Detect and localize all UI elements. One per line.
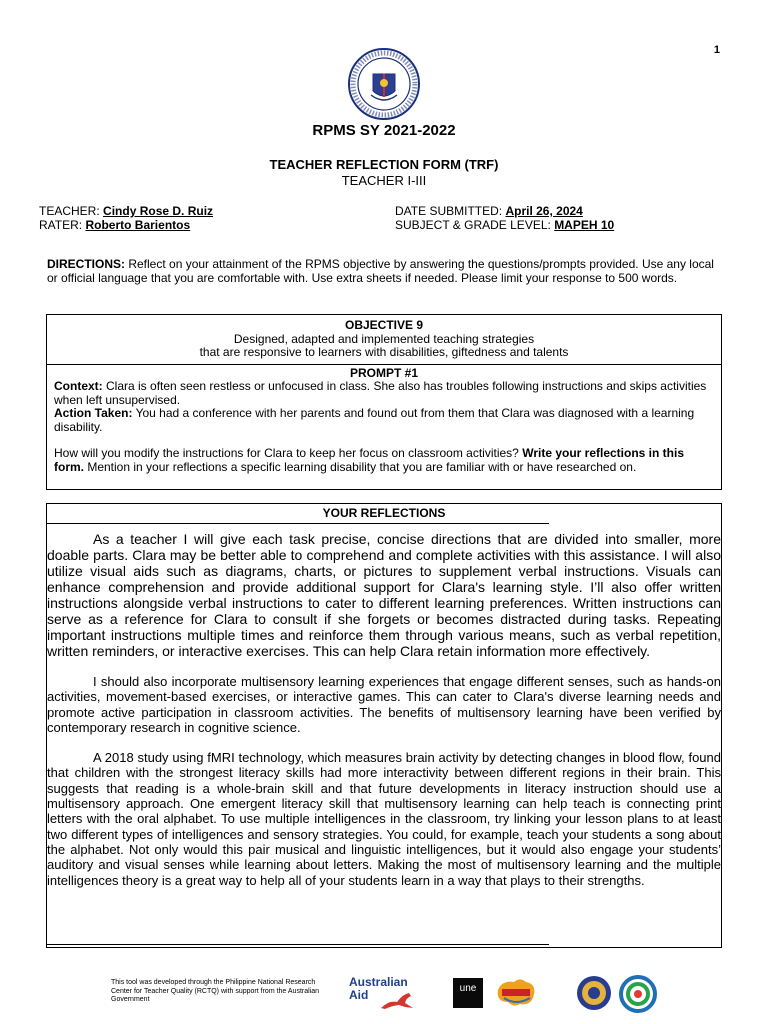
- seal-logo: [576, 975, 612, 1011]
- rater-line: [39, 218, 190, 232]
- question-bold: Write your reflections in this form.: [54, 446, 685, 474]
- aid-line-1: Australian: [349, 975, 408, 989]
- reflection-paragraph-3: A 2018 study using fMRI technology, which measures brain activity by detecting changes in blood flow, found that children with the strongest literacy skills had more interactivity between different regions in their brain. This suggests that reading is a whole-brain skill and that future developments in literacy instruction should use a multisensory approach. One emergent literacy skill that multisensory learning can help teach is connecting print letters with the oral alphabet. To use multiple intelligences in the classroom, try linking your lesson plans to at least two different types of intelligences and sensory strategies. You could, for example, teach your students a song about the alphabet. Not only would this pair musical and linguistic intelligences, but it would also engage your students’ auditory and visual senses while learning about letters. Making the most of multisensory learning and the multiple intelligences theory is a great way to help all of your students learn in a way that plays to their strengths.: [47, 750, 721, 888]
- objective-divider: [47, 364, 721, 365]
- australian-aid-logo: [349, 976, 425, 1010]
- aid-line-2: Aid: [349, 988, 369, 1002]
- une-logo: [453, 978, 483, 1008]
- date-value: April 26, 2024: [505, 204, 583, 218]
- directions: [47, 258, 721, 285]
- teacher-label: TEACHER:: [39, 204, 100, 218]
- prompt-context: [54, 380, 714, 407]
- teacher-value: Cindy Rose D. Ruiz: [103, 204, 214, 218]
- form-title: TEACHER REFLECTION FORM (TRF): [269, 157, 499, 172]
- context-text: Clara is often seen restless or unfocused in class. She also has troubles following instructions and skips activities when left unsupervised.: [54, 379, 707, 407]
- deped-seal-logo: [347, 47, 421, 121]
- rater-value: Roberto Barientos: [85, 218, 191, 232]
- page-number: 1: [713, 44, 720, 56]
- objective-box: [46, 314, 722, 490]
- reflections-box: [46, 503, 722, 948]
- date-label: DATE SUBMITTED:: [395, 204, 503, 218]
- prompt-body: [47, 380, 721, 474]
- objective-line-1: Designed, adapted and implemented teaching strategies: [233, 331, 535, 346]
- reflections-title: YOUR REFLECTIONS: [322, 506, 446, 520]
- prompt-action: [54, 407, 714, 434]
- question-tail: Mention in your reflections a specific learning disability that you are familiar with or have researched on.: [84, 459, 637, 474]
- directions-label: DIRECTIONS:: [47, 257, 125, 271]
- reflections-text: [47, 531, 721, 888]
- reflection-paragraph-1: As a teacher I will give each task precise, concise directions that are divided into smaller, more doable parts. Clara may be better able to comprehend and complete activities with this assistance. I will also utilize visual aids such as diagrams, charts, or pictures to supplement verbal instructions. Visuals can enhance comprehension and provide additional support for Clara's learning style. I’ll also offer written instructions alongside verbal instructions to cater to different learning preferences. Written instructions can serve as a reference for Clara to consult if she forgets or becomes distracted during tasks. Repeating important instructions multiple times and reinforce them through various means, such as verbal repetition, written reminders, or interactive exercises. This can help Clara retain information more effectively.: [47, 531, 721, 659]
- context-label: Context:: [54, 379, 103, 393]
- subject-label: SUBJECT & GRADE LEVEL:: [395, 218, 551, 232]
- reflections-bottom-rule: [47, 944, 549, 945]
- reflections-title-rule: [47, 523, 549, 524]
- subject-value: MAPEH 10: [554, 218, 615, 232]
- objective-line-2: that are responsive to learners with disabilities, giftedness and talents: [199, 345, 569, 359]
- rater-label: RATER:: [39, 218, 83, 232]
- prompt-question: [54, 447, 714, 474]
- page-title: RPMS SY 2021-2022: [312, 122, 456, 139]
- kangaroo-icon: [379, 990, 415, 1010]
- objective-header: [47, 315, 721, 360]
- action-text: You had a conference with her parents and found out from them that Clara was diagnosed with a learning disability.: [54, 406, 695, 434]
- une-label: une: [459, 983, 477, 994]
- subject-line: [395, 218, 614, 232]
- prompt-title: PROMPT #1: [349, 365, 418, 380]
- date-line: [395, 204, 583, 218]
- action-label: Action Taken:: [54, 406, 133, 420]
- question-text: How will you modify the instructions for Clara to keep her focus on classroom activities?: [54, 446, 523, 460]
- footer-note: This tool was developed through the Philippine National Research Center for Teacher Quality (RCTQ) with support from the Australian Government: [111, 979, 320, 1003]
- form-subtitle: TEACHER I-III: [341, 173, 427, 188]
- circle-logo: [619, 975, 657, 1013]
- reflection-paragraph-2: I should also incorporate multisensory learning experiences that engage different senses, such as hands-on activities, movement-based exercises, or interactive games. This can cater to Clara's diverse learning needs and promote active participation in classroom activities. The benefits of multisensory learning have been verified by contemporary research in cognitive science.: [47, 674, 721, 735]
- teacher-line: [39, 204, 213, 218]
- smera-map-logo: [494, 976, 538, 1010]
- objective-title: OBJECTIVE 9: [344, 318, 424, 332]
- directions-text: Reflect on your attainment of the RPMS objective by answering the questions/prompts provided. Use any local or official language that you are comfortable with. Use extra sheets if needed. Please limit your response to 500 words.: [47, 257, 714, 285]
